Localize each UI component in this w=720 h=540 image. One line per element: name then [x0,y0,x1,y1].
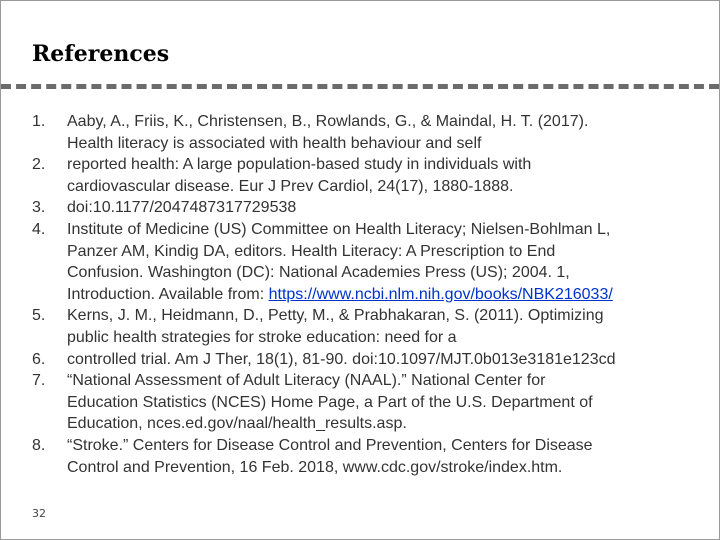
reference-text: Health literacy is associated with health behaviour and self [67,134,482,152]
list-number: 5. [32,307,46,325]
reference-text: controlled trial. Am J Ther, 18(1), 81-90. doi:10.1097/MJT.0b013e3181e123cd [67,350,616,368]
reference-link[interactable]: https://www.ncbi.nlm.nih.gov/books/NBK216033/ [268,285,613,303]
list-number: 6. [32,350,46,368]
list-number: 3. [32,199,46,217]
reference-text: Education, nces.ed.gov/naal/health_results.asp. [67,415,407,433]
reference-text-prefix: Introduction. Available from: [67,285,269,303]
list-item [32,435,692,457]
reference-text: Education Statistics (NCES) Home Page, a Part of the U.S. Department of [67,393,593,411]
reference-text: doi:10.1177/2047487317729538 [67,199,297,217]
reference-text: “National Assessment of Adult Literacy (NAAL).” National Center for [67,372,546,390]
reference-text: cardiovascular disease. Eur J Prev Cardiol, 24(17), 1880-1888. [67,177,514,195]
list-item [32,457,692,479]
list-number: 7. [32,372,46,390]
list-item [32,154,692,176]
page-number: 32 [32,507,46,520]
list-number: 2. [32,156,46,174]
list-item [32,197,692,219]
list-item [32,392,692,414]
page-title: References [32,41,170,67]
reference-text: Institute of Medicine (US) Committee on Health Literacy; Nielsen-Bohlman L, [67,220,611,238]
reference-list [32,111,692,478]
list-item [32,133,692,155]
reference-text: “Stroke.” Centers for Disease Control and Prevention, Centers for Disease [67,436,593,454]
list-item [32,219,692,241]
list-item [32,370,692,392]
list-item [32,413,692,435]
list-item [32,305,692,327]
reference-text: Control and Prevention, 16 Feb. 2018, www.cdc.gov/stroke/index.htm. [67,458,563,476]
list-item [32,349,692,371]
list-item [32,111,692,133]
reference-text: reported health: A large population-based study in individuals with [67,156,532,174]
list-item [32,241,692,263]
reference-text: Panzer AM, Kindig DA, editors. Health Literacy: A Prescription to End [67,242,556,260]
reference-text: public health strategies for stroke education: need for a [67,328,457,346]
list-item [32,176,692,198]
list-item [32,262,692,284]
reference-text [67,284,613,306]
list-item [32,327,692,349]
list-number: 1. [32,113,46,130]
list-number: 8. [32,436,46,454]
reference-text: Confusion. Washington (DC): National Academies Press (US); 2004. 1, [67,264,570,282]
dashed-divider [1,84,719,89]
list-number: 4. [32,220,46,238]
reference-text: Aaby, A., Friis, K., Christensen, B., Rowlands, G., & Maindal, H. T. (2017). [67,113,589,130]
reference-text: Kerns, J. M., Heidmann, D., Petty, M., & Prabhakaran, S. (2011). Optimizing [67,307,604,325]
list-item [32,284,692,306]
